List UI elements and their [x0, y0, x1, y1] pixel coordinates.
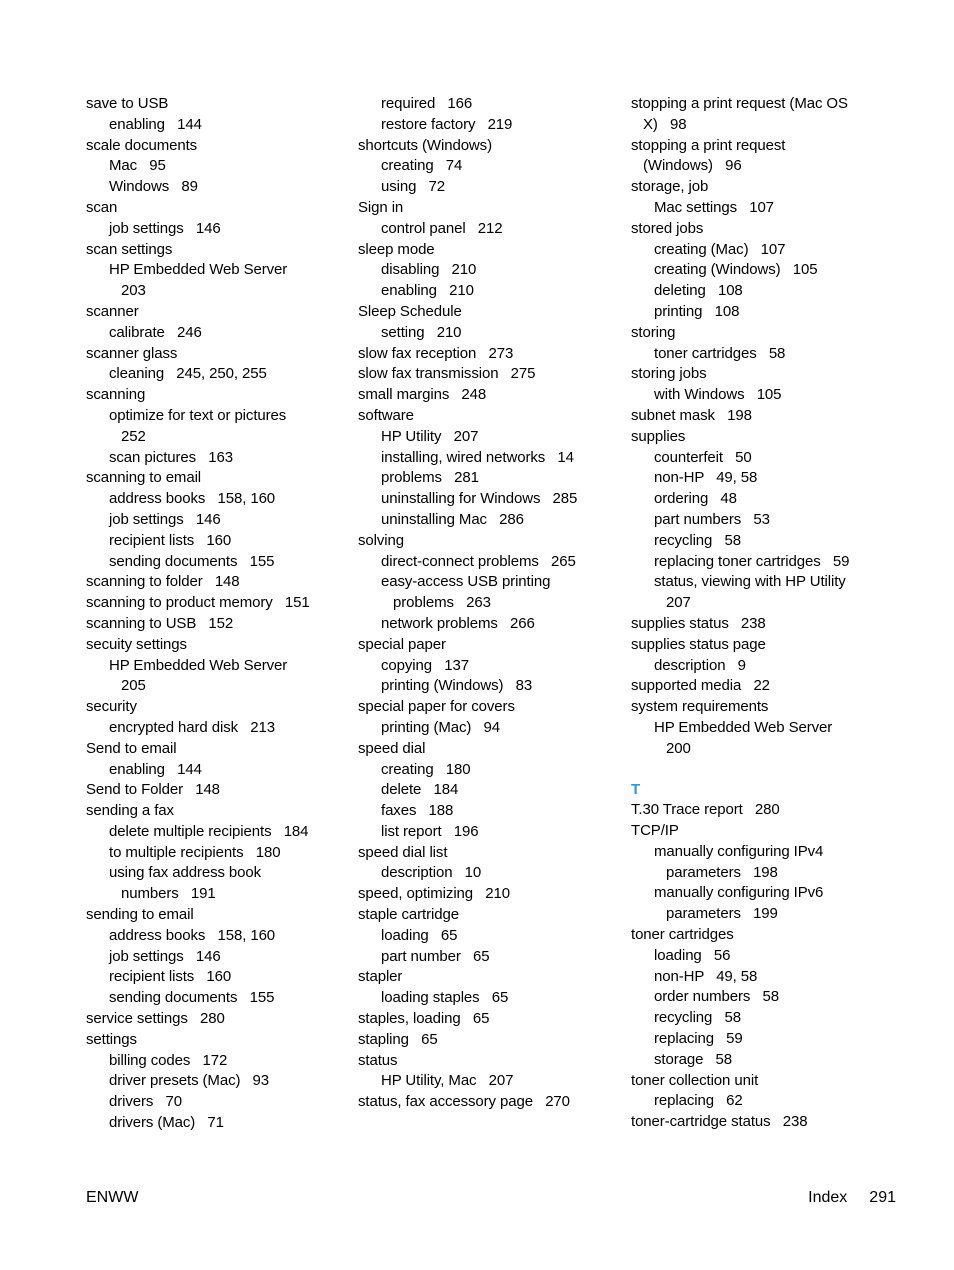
index-entry: sending a fax — [86, 802, 174, 820]
footer-section-label: Index — [808, 1189, 848, 1206]
index-entry: TCP/IP — [631, 822, 679, 840]
index-entry: storing — [631, 323, 676, 341]
index-subentry: printing 108 — [654, 302, 740, 320]
page-number: 291 — [869, 1189, 896, 1206]
index-entry: system requirements — [631, 698, 769, 716]
index-entry: supplies — [631, 427, 686, 445]
index-subentry: 207 — [666, 594, 691, 612]
index-subentry: HP Embedded Web Server — [654, 718, 833, 736]
index-entry: stapling 65 — [358, 1030, 438, 1048]
index-subentry: Mac settings 107 — [654, 198, 774, 216]
index-entry: toner collection unit — [631, 1071, 759, 1089]
index-subentry: Windows 89 — [109, 178, 198, 196]
index-entry: special paper — [358, 635, 446, 653]
index-entry: storage, job — [631, 178, 709, 196]
index-column-1 — [86, 94, 348, 1134]
index-entry: subnet mask 198 — [631, 406, 752, 424]
index-entry: speed, optimizing 210 — [358, 885, 510, 903]
index-subentry: creating (Mac) 107 — [654, 240, 786, 258]
index-subentry: job settings 146 — [109, 947, 221, 965]
index-entry: sending to email — [86, 906, 194, 924]
index-subentry: part numbers 53 — [654, 510, 770, 528]
index-entry: stapler — [358, 968, 403, 986]
index-subentry: enabling 144 — [109, 115, 202, 133]
footer-left-label: ENWW — [86, 1189, 139, 1206]
index-entry: shortcuts (Windows) — [358, 136, 492, 154]
index-subentry: non-HP 49, 58 — [654, 967, 758, 985]
index-entry: save to USB — [86, 95, 169, 112]
footer-right — [808, 1188, 896, 1208]
index-subentry: 252 — [121, 427, 146, 445]
index-subentry: 200 — [666, 739, 691, 757]
index-subentry: toner cartridges 58 — [654, 344, 786, 362]
index-subentry: sending documents 155 — [109, 989, 275, 1007]
index-entry: T.30 Trace report 280 — [631, 801, 780, 819]
index-subentry: description 9 — [654, 656, 746, 674]
index-subentry: Mac 95 — [109, 157, 166, 175]
index-subentry: enabling 144 — [109, 760, 202, 778]
index-entry: special paper for covers — [358, 698, 515, 716]
index-entry: sleep mode — [358, 240, 435, 258]
index-entry: scanner glass — [86, 344, 178, 362]
index-entry: supplies status page — [631, 635, 766, 653]
index-subentry: recipient lists 160 — [109, 531, 232, 549]
index-entry: storing jobs — [631, 365, 707, 383]
index-subentry: uninstalling for Windows 285 — [381, 490, 578, 508]
index-subentry: cleaning 245, 250, 255 — [109, 365, 267, 383]
index-subentry: disabling 210 — [381, 261, 477, 279]
index-entry: (Windows) 96 — [643, 157, 742, 175]
index-subentry: order numbers 58 — [654, 988, 779, 1006]
index-subentry: creating 180 — [381, 760, 471, 778]
index-subentry: replacing 62 — [654, 1092, 743, 1110]
index-entry: status, fax accessory page 270 — [358, 1093, 570, 1111]
index-subentry: parameters 199 — [666, 905, 778, 923]
index-subentry: replacing 59 — [654, 1030, 743, 1048]
index-subentry: 205 — [121, 677, 146, 695]
index-subentry: using 72 — [381, 178, 446, 196]
index-entry: scanning to USB 152 — [86, 614, 234, 632]
index-subentry: delete multiple recipients 184 — [109, 822, 309, 840]
index-entry: scan settings — [86, 240, 173, 258]
index-entry: stopping a print request — [631, 136, 786, 154]
index-subentry: storage 58 — [654, 1050, 733, 1068]
index-subentry: driver presets (Mac) 93 — [109, 1072, 270, 1090]
index-subentry: recycling 58 — [654, 531, 741, 549]
index-entry: Send to email — [86, 739, 177, 757]
index-subentry: faxes 188 — [381, 802, 454, 820]
index-entry: scanner — [86, 302, 139, 320]
index-entry: slow fax reception 273 — [358, 344, 514, 362]
index-subentry: ordering 48 — [654, 490, 737, 508]
index-entry: secuity settings — [86, 635, 187, 653]
index-subentry: loading 65 — [381, 926, 458, 944]
index-entry: speed dial list — [358, 843, 448, 861]
index-column-2 — [358, 94, 620, 1113]
index-entry: supported media 22 — [631, 677, 770, 695]
index-entry: scanning to product memory 151 — [86, 594, 310, 612]
index-subentry: sending documents 155 — [109, 552, 275, 570]
index-entry: Sleep Schedule — [358, 302, 462, 320]
index-subentry: installing, wired networks 14 — [381, 448, 574, 466]
index-subentry: creating (Windows) 105 — [654, 261, 818, 279]
index-entry: status — [358, 1051, 398, 1069]
index-subentry: printing (Windows) 83 — [381, 677, 533, 695]
index-subentry: problems 263 — [393, 594, 491, 612]
index-subentry: required 166 — [381, 95, 473, 112]
index-entry: security — [86, 698, 137, 716]
index-subentry: problems 281 — [381, 469, 479, 487]
index-entry: toner cartridges — [631, 926, 734, 944]
index-subentry: easy-access USB printing — [381, 573, 551, 591]
index-subentry: manually configuring IPv6 — [654, 884, 824, 902]
index-entry: stored jobs — [631, 219, 704, 237]
index-subentry: copying 137 — [381, 656, 469, 674]
index-entry: service settings 280 — [86, 1010, 225, 1028]
index-column-3 — [631, 94, 893, 1133]
index-entry: slow fax transmission 275 — [358, 365, 536, 383]
index-entry: supplies status 238 — [631, 614, 766, 632]
index-entry: Send to Folder 148 — [86, 781, 220, 799]
index-subentry: 203 — [121, 282, 146, 300]
index-subentry: network problems 266 — [381, 614, 535, 632]
index-subentry: drivers 70 — [109, 1093, 182, 1111]
index-entry: scanning — [86, 386, 146, 404]
index-subentry: with Windows 105 — [654, 386, 782, 404]
section-letter: T — [631, 780, 641, 798]
index-subentry: loading 56 — [654, 946, 731, 964]
index-subentry: enabling 210 — [381, 282, 474, 300]
index-subentry: using fax address book — [109, 864, 262, 882]
index-subentry: numbers 191 — [121, 885, 216, 903]
index-subentry: HP Embedded Web Server — [109, 656, 288, 674]
index-subentry: description 10 — [381, 864, 482, 882]
index-subentry: manually configuring IPv4 — [654, 842, 824, 860]
index-subentry: billing codes 172 — [109, 1051, 228, 1069]
index-subentry: counterfeit 50 — [654, 448, 752, 466]
index-subentry: part number 65 — [381, 947, 490, 965]
index-entry: scan — [86, 198, 118, 216]
index-subentry: direct-connect problems 265 — [381, 552, 576, 570]
index-subentry: scan pictures 163 — [109, 448, 234, 466]
index-entry: solving — [358, 531, 404, 549]
index-entry: staples, loading 65 — [358, 1010, 490, 1028]
index-subentry: encrypted hard disk 213 — [109, 718, 275, 736]
index-subentry: to multiple recipients 180 — [109, 843, 281, 861]
index-subentry: optimize for text or pictures — [109, 406, 287, 424]
index-subentry: deleting 108 — [654, 282, 743, 300]
index-subentry: control panel 212 — [381, 219, 503, 237]
index-entry: scale documents — [86, 136, 198, 154]
index-subentry: HP Embedded Web Server — [109, 261, 288, 279]
index-entry: settings — [86, 1030, 137, 1048]
index-entry: Sign in — [358, 198, 404, 216]
index-subentry: calibrate 246 — [109, 323, 202, 341]
index-subentry: uninstalling Mac 286 — [381, 510, 524, 528]
index-subentry: non-HP 49, 58 — [654, 469, 758, 487]
index-subentry: parameters 198 — [666, 863, 778, 881]
index-subentry: drivers (Mac) 71 — [109, 1114, 224, 1132]
index-subentry: recipient lists 160 — [109, 968, 232, 986]
index-subentry: HP Utility, Mac 207 — [381, 1072, 514, 1090]
index-subentry: recycling 58 — [654, 1009, 741, 1027]
index-subentry: address books 158, 160 — [109, 490, 276, 508]
index-entry: X) 98 — [643, 115, 687, 133]
index-entry: scanning to email — [86, 469, 202, 487]
index-entry: scanning to folder 148 — [86, 573, 240, 591]
index-subentry: setting 210 — [381, 323, 462, 341]
index-subentry: delete 184 — [381, 781, 459, 799]
index-subentry: list report 196 — [381, 822, 479, 840]
index-subentry: loading staples 65 — [381, 989, 509, 1007]
index-subentry: address books 158, 160 — [109, 926, 276, 944]
index-entry: software — [358, 406, 414, 424]
index-subentry: job settings 146 — [109, 219, 221, 237]
index-entry: small margins 248 — [358, 386, 487, 404]
index-entry: toner-cartridge status 238 — [631, 1113, 808, 1131]
index-subentry: status, viewing with HP Utility — [654, 573, 846, 591]
index-entry: stopping a print request (Mac OS — [631, 95, 848, 112]
index-subentry: creating 74 — [381, 157, 463, 175]
index-subentry: replacing toner cartridges 59 — [654, 552, 850, 570]
index-subentry: job settings 146 — [109, 510, 221, 528]
index-subentry: restore factory 219 — [381, 115, 513, 133]
index-entry: speed dial — [358, 739, 426, 757]
index-subentry: printing (Mac) 94 — [381, 718, 500, 736]
index-entry: staple cartridge — [358, 906, 459, 924]
index-subentry: HP Utility 207 — [381, 427, 479, 445]
